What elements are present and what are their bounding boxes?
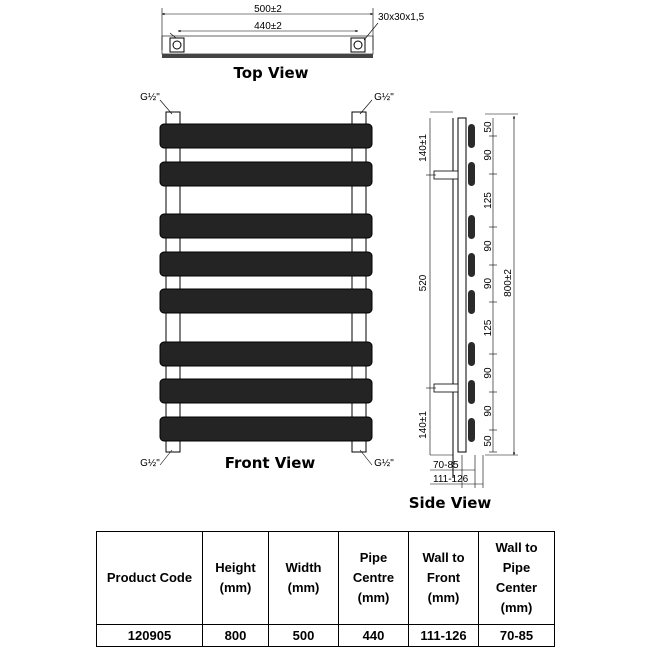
spacing-label: 125 (483, 319, 494, 337)
profile-label: 30x30x1,5 (378, 12, 425, 23)
spacing-label: 125 (483, 192, 494, 209)
front-bar (160, 214, 372, 238)
front-bar (160, 379, 372, 403)
side-wall-to-front-label: 111-126 (433, 474, 469, 485)
connection-label-tr: G½" (374, 92, 394, 103)
front-bar (160, 289, 372, 313)
spacing-label: 90 (483, 149, 494, 161)
top-view-title: Top View (233, 64, 309, 82)
side-pipe-centre-label: 520 (418, 274, 429, 292)
front-bar (160, 417, 372, 441)
side-top-offset-label: 140±1 (418, 134, 429, 162)
side-stub-bottom (434, 384, 458, 392)
side-overall-height-label: 800±2 (503, 269, 514, 297)
cell-wall-to-pipe-center: 70-85 (479, 625, 555, 647)
side-bar (468, 380, 475, 404)
top-pipe-width-label: 440±2 (254, 21, 282, 32)
table-row (97, 625, 555, 647)
header-product-code: Product Code (97, 532, 203, 625)
side-view-title: Side View (408, 494, 492, 512)
side-bar (468, 253, 475, 277)
side-bar (468, 342, 475, 366)
header-width: Width (mm) (269, 532, 339, 625)
front-bar (160, 252, 372, 276)
side-bars (468, 124, 475, 442)
side-bar (468, 418, 475, 442)
side-stub-top (434, 171, 458, 179)
connection-label-br: G½" (374, 458, 394, 469)
connection-label-bl: G½" (140, 458, 160, 469)
front-bar (160, 124, 372, 148)
front-bar (160, 342, 372, 366)
header-wall-to-front: Wall to Front (mm) (409, 532, 479, 625)
front-view (140, 92, 394, 472)
spacing-label: 50 (483, 121, 494, 133)
top-right-valve (351, 38, 365, 52)
spacing-label: 50 (483, 435, 494, 447)
cell-product-code: 120905 (97, 625, 203, 647)
side-bottom-offset-label: 140±1 (418, 411, 429, 439)
connection-label-tl: G½" (140, 92, 160, 103)
header-wall-to-pipe-center: Wall to Pipe Center (mm) (479, 532, 555, 625)
spec-table (96, 531, 555, 647)
header-height: Height (mm) (203, 532, 269, 625)
header-pipe-centre: Pipe Centre (mm) (339, 532, 409, 625)
top-bar-edge (162, 54, 373, 58)
spacing-label: 90 (483, 240, 494, 252)
cell-wall-to-front: 111-126 (409, 625, 479, 647)
spacing-labels (483, 121, 497, 452)
front-view-title: Front View (224, 454, 316, 472)
side-pipe (458, 118, 466, 452)
front-bars (160, 124, 372, 441)
spacing-label: 90 (483, 367, 494, 379)
side-bar (468, 290, 475, 314)
side-view (409, 112, 518, 512)
spacing-label: 90 (483, 277, 494, 290)
top-view (162, 4, 425, 82)
front-bar (160, 162, 372, 186)
side-bar (468, 124, 475, 148)
spacing-label: 90 (483, 405, 494, 417)
side-bar (468, 215, 475, 239)
top-overall-width-label: 500±2 (254, 4, 282, 15)
side-bar (468, 162, 475, 186)
top-outline (162, 36, 373, 54)
cell-height: 800 (203, 625, 269, 647)
profile-leader (364, 23, 378, 40)
cell-pipe-centre: 440 (339, 625, 409, 647)
table-header-row (97, 532, 555, 625)
cell-width: 500 (269, 625, 339, 647)
side-wall-to-pipe-label: 70-85 (433, 460, 459, 471)
